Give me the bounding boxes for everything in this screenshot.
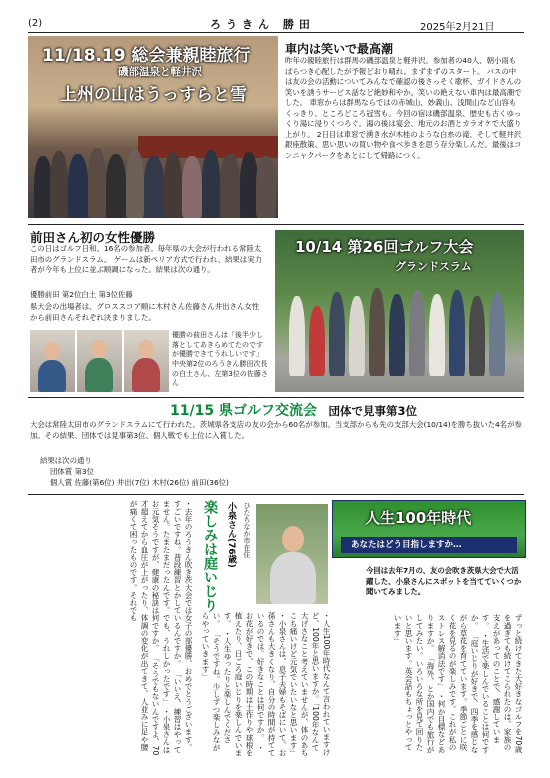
interview-intro: 今回は去年7月の、友の会吹き茨県大会で大活躍した、小泉さんにスポットを当てていくつか聞いてみました。 bbox=[366, 566, 522, 597]
article-heading-trip: 車内は笑いで最高潮 bbox=[285, 42, 394, 56]
trip-photo-slogan: 上州の山はうっすらと雪 bbox=[60, 85, 247, 105]
issue-date: 2025年2月21日 bbox=[420, 22, 495, 33]
article-body-trip: 昨年の親睦旅行は群馬の磯部温泉と軽井沢。参加者の40人、朝小雨もぱらつき心配したが予報どおり晴れ。まずまずのスタート。 バスの中は友の会の活動についてみんなで確認の後さっそく歌杯、ガイドさんの笑いを誘うサービス話など絶妙和やか。笑いの絶えない車内は最高潮でした。 車窓からは群馬ならではの赤城山、妙義山、浅間山など山容もくっきり、ところどころ冠雪も。今回の宿は磯部温泉、歴史も古くゆっくり湯に浸りくつろぐ。湯の後は宴会、地元のお酒とカラオケで大盛り上がり。 2日目は車窓で湧き水が木桂のような白糸の滝、そして軽井沢銀座散策、思い思いの買い物や食べ歩きを思う存分楽しんだ。最後はコンニャクパークをあとにして帰路につく。 bbox=[285, 56, 522, 160]
photo-winner bbox=[124, 330, 169, 392]
life-100-banner bbox=[332, 500, 526, 558]
article-heading-golf-women: 前田さん初の女性優勝 bbox=[30, 230, 156, 245]
banner-title: 人生100年時代 bbox=[365, 509, 472, 527]
golf-photo-title: 10/14 第26回ゴルフ大会 bbox=[295, 238, 474, 256]
section-rule bbox=[28, 494, 524, 495]
paper-name: ろうきん 勝田 bbox=[210, 18, 315, 31]
interview-text-right: ・人生100年時代なんて言われていますけど、100年と思いますか。「100年なんて大げさなこと考えていませんが、体のあちこち痛いけど元気でいたいなと思います」 ・小泉さんは、息子夫婦もそばにいて、お孫さんも大きくなり、自分の時間が持てているのでは。好きなことは何ですか。 ・お花が好きで、この時期は土作りや球根を植えたり、日ごろ庭いじりを楽しんでいます。 ・人生ゆったりと楽しんでください。 「そうですね。少しずつ楽しみながらやっていきます」 bbox=[201, 612, 331, 757]
individual-result: 個人賞 佐藤(第6位) 井出(7位) 木村(26位) 前田(36位) bbox=[50, 478, 229, 487]
results-intro: 結果は次の通り bbox=[40, 456, 92, 465]
group-photo-golf bbox=[275, 230, 524, 392]
golf-photo-subtitle: グランドスラム bbox=[395, 260, 472, 273]
group-photo-trip bbox=[28, 36, 278, 218]
section-rule bbox=[28, 224, 524, 225]
interview-text-main: ・去年のろうきん吹き茨大会では女子の部優勝、おめでとうございます。すごいですね。普段練習とかしているんですか。 「いいえ、練習はやってません。たまたまだったんです。でも、うれしかったです」 ・小泉さんはお元気そうですが、健康の秘訣は何ですか。 「そうでもないんですよ、70才超えてから血圧が上がったり、体調の変化が出てきて、人並みに足や腰が痛くて困ったものです。それでも bbox=[129, 500, 193, 756]
interviewee-city: ひたちなか市在住 bbox=[243, 502, 251, 558]
winner-caption: 優勝の前田さんは「後半少し落としてあきらめてたのですが優勝できてうれしいです」中央第2位のろうきん勝田次長の白土さん、左第3位の佐藤さん bbox=[172, 331, 268, 388]
article-heading-pref-golf: 11/15 県ゴルフ交流会 団体で見事第3位 bbox=[170, 403, 418, 419]
banner-subtitle: あなたはどう目指しますか… bbox=[341, 537, 517, 553]
winners-line: 優勝前田 第2位白土 第3位佐藤 bbox=[30, 290, 133, 299]
team-result: 団体賞 第3位 bbox=[50, 467, 95, 476]
interview-title: 楽しみは庭いじり bbox=[202, 500, 218, 612]
interviewee-name: 小泉さん(76歳) bbox=[226, 502, 236, 568]
header-rule bbox=[28, 32, 524, 33]
qualifiers-text: 県大会の出場者は、グロススコア順に木村さん佐藤さん井出さん女性から前田さんそれぞれ決まりました。 bbox=[30, 302, 260, 322]
article-body-pref-golf: 大会は常陸太田市のグランドスラムにて行われた。茨城県各支店の友の会から60名が参加。当支部からも先の支部大会(10/14)を勝ち抜いた4名が参加。その結果、団体では見事第3位、個人戦でも上位に入賞した。 bbox=[30, 420, 522, 440]
photo-second-place bbox=[77, 330, 122, 392]
interview-text-left: ずっと続けてきた大好きなゴルフを70歳を過ぎても続けてこられたのは、家族の支えがあってのことで、感謝しています。 ・生活で楽しんでいることは何ですか。 「庭いじりが好きで、四季を感じながら草花を育てています。季節ごとに咲く花を見るのが楽しみです。これが私のストレス解消法です」 ・何か目標などありますか。 「海外、とか国内でも旅行がしてみたい。いろいろな所を見て回りたいと思います。英会話もちょっとやっています」 bbox=[393, 614, 523, 754]
trip-photo-subtitle: 磯部温泉と軽井沢 bbox=[118, 66, 202, 78]
photo-third-place bbox=[30, 330, 75, 392]
trip-photo-title: 11/18.19 総会兼親睦旅行 bbox=[42, 46, 251, 66]
interviewee-photo bbox=[256, 504, 328, 604]
article-body-golf-women: この日はゴルフ日和、16名の参加者。毎年県の大会が行われる常陸太田市のグランドスラム。 ゲームは新ペリア方式で行われ、結果は実力者が今年も上位に並ぶ順調になった。結果は次の通り。 bbox=[30, 244, 262, 275]
section-rule bbox=[28, 397, 524, 398]
page-number: (2) bbox=[28, 18, 43, 29]
